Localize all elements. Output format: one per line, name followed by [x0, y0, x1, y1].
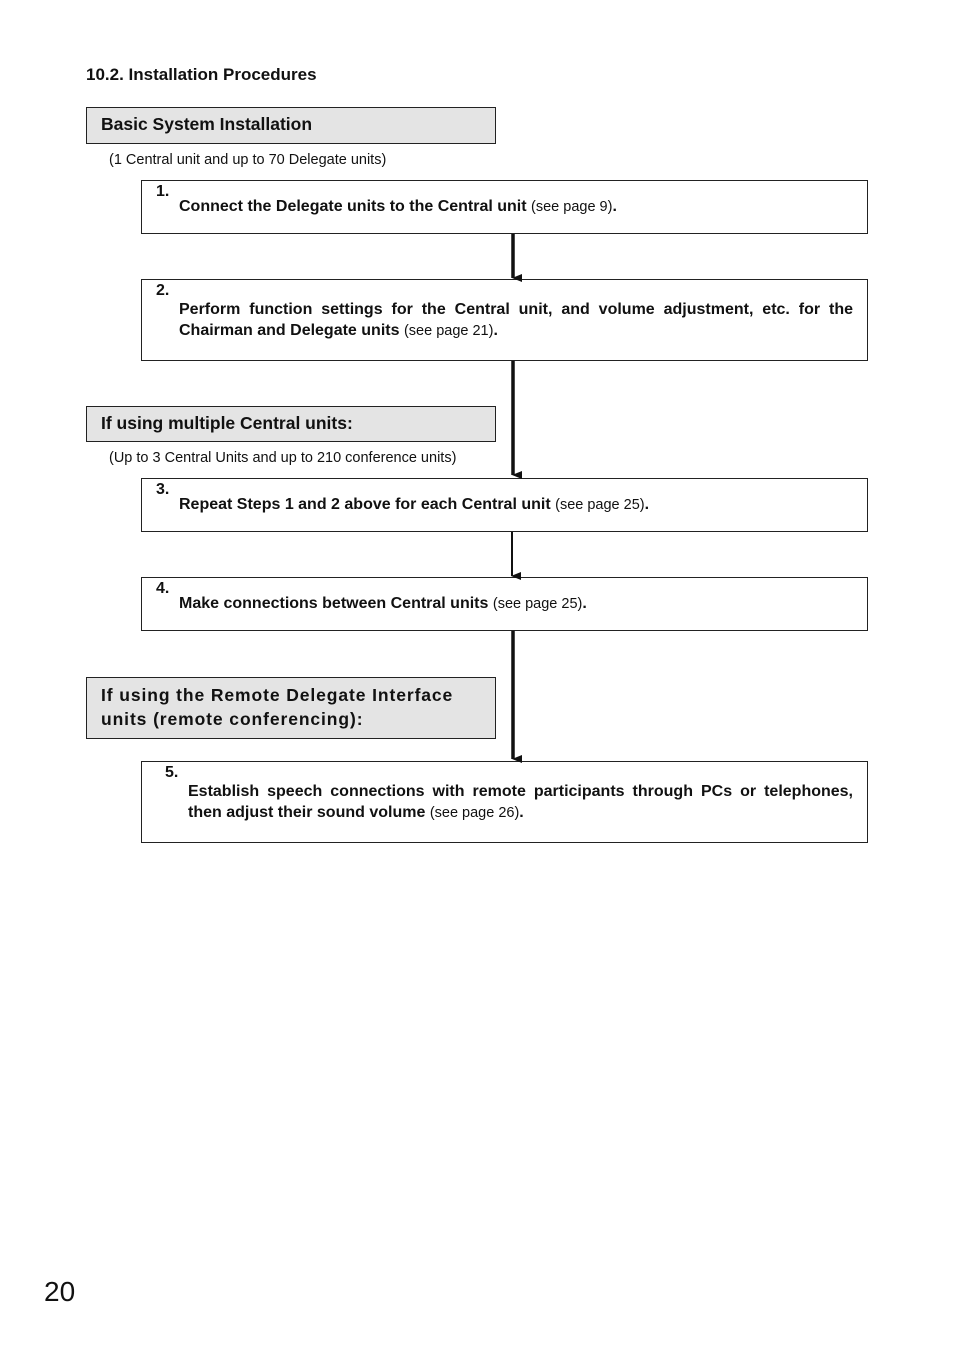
step-5-period: .: [519, 803, 524, 821]
step-3-text: Repeat Steps 1 and 2 above for each Central unit: [179, 496, 551, 513]
step-2-period: .: [493, 321, 498, 339]
step-2-number: 2.: [156, 282, 170, 299]
step-1-page-ref: (see page 9): [531, 199, 613, 215]
step-3-page-ref: (see page 25): [555, 497, 645, 513]
step-4-number: 4.: [156, 580, 170, 597]
step-2-page-ref: (see page 21): [403, 322, 494, 339]
basic-installation-note: (1 Central unit and up to 70 Delegate units): [109, 152, 387, 168]
page-number: 20: [44, 1276, 76, 1307]
step-3-number: 3.: [156, 481, 170, 498]
step-5-page-ref: (see page 26): [429, 804, 520, 821]
multiple-central-note: (Up to 3 Central Units and up to 210 conference units): [109, 450, 457, 466]
step-1-number: 1.: [156, 183, 170, 200]
basic-installation-title: Basic System Installation: [101, 114, 313, 134]
step-4-period: .: [582, 595, 587, 612]
section-title: 10.2. Installation Procedures: [86, 65, 317, 84]
step-2-text: Perform function settings for the Central unit, and volume adjustment, etc. for the Chairman and Delegate units: [179, 300, 853, 339]
step-3-period: .: [644, 496, 650, 513]
step-1-period: .: [612, 198, 617, 215]
step-1-text: Connect the Delegate units to the Central unit: [179, 198, 527, 215]
step-4-text: Make connections between Central units: [179, 595, 489, 612]
remote-delegate-title-line1: If using the Remote Delegate Interface: [101, 685, 454, 705]
multiple-central-title: If using multiple Central units:: [101, 413, 353, 433]
step-4-page-ref: (see page 25): [492, 596, 583, 612]
remote-delegate-title-line2: units (remote conferencing):: [101, 709, 364, 729]
step-5-text: Establish speech connections with remote participants through PCs or telephones, then adjust their sound volume: [188, 782, 853, 821]
step-5-number: 5.: [165, 764, 179, 781]
